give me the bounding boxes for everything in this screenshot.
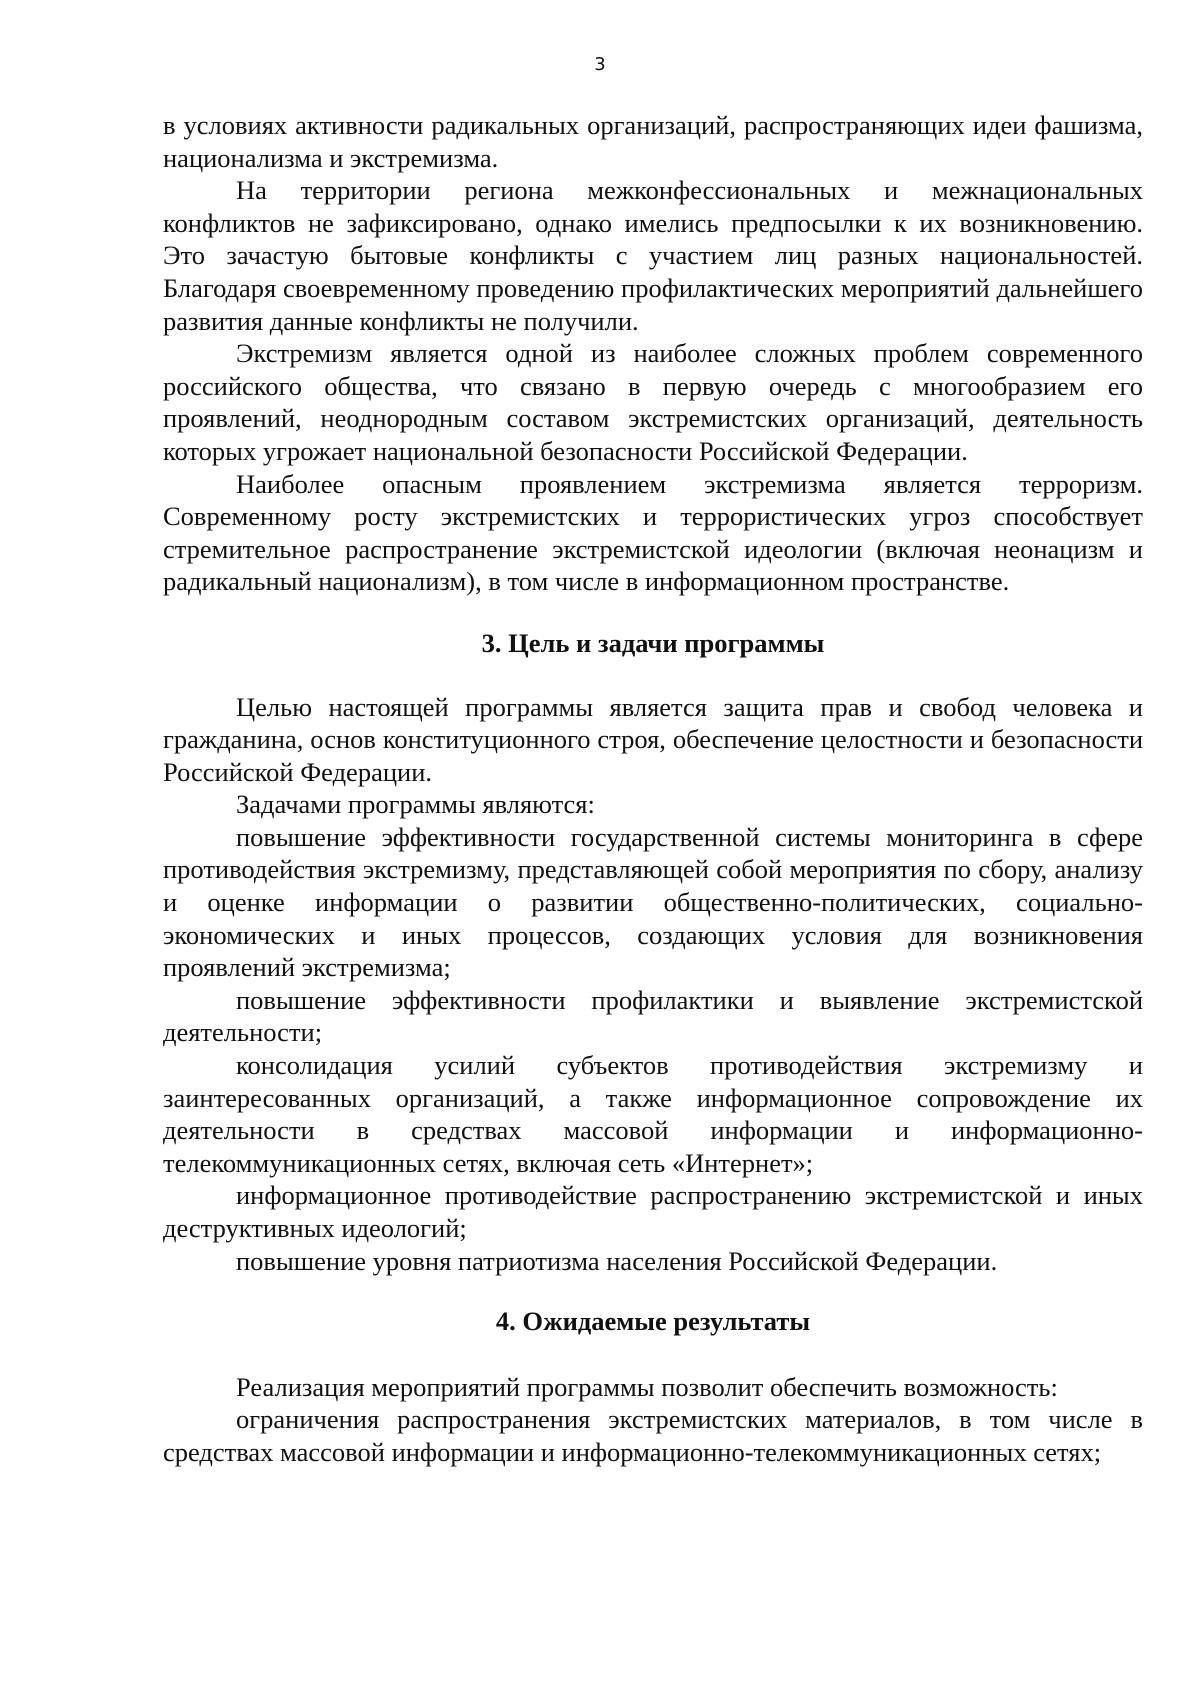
paragraph-continuation: в условиях активности радикальных организаций, распространяющих идеи фашизма, национализма и экстремизма. [163, 110, 1143, 173]
page-number: 3 [594, 54, 606, 75]
result-item-materials: ограничения распространения экстремистских материалов, в том числе в средствах массовой информации и информационно-телекоммуникационных сетях; [163, 1404, 1143, 1467]
paragraph-tasks-intro: Задачами программы являются: [236, 789, 595, 820]
task-item-prevention: повышение эффективности профилактики и выявление экстремистской деятельности; [163, 984, 1143, 1048]
task-item-counteraction: информационное противодействие распространению экстремистской и иных деструктивных идеологий; [163, 1180, 1143, 1243]
paragraph-extremism-problem: Экстремизм является одной из наиболее сложных проблем современного российского общества, что связано в первую очередь с многообразием его проявлений, неоднородным составом экстремистских организаций, деятельность которых угрожает национальной безопасности Российской Федерации. [163, 338, 1143, 466]
paragraph-results-intro: Реализация мероприятий программы позволит обеспечить возможность: [236, 1371, 1058, 1402]
task-item-monitoring: повышение эффективности государственной системы мониторинга в сфере противодействия экстремизму, представляющей собой мероприятия по сбору, анализу и оценке информации о развитии общественно-политических, социально-экономических и иных процессов, создающих условия для возникновения проявлений экстремизма; [163, 821, 1143, 983]
task-item-consolidation: консолидация усилий субъектов противодействия экстремизму и заинтересованных организаций, а также информационное сопровождение их деятельности в средствах массовой информации и информационно-телекоммуникационных сетях, включая сеть «Интернет»; [163, 1050, 1143, 1178]
section-4-heading: 4. Ожидаемые результаты [495, 1306, 811, 1337]
paragraph-program-goal: Целью настоящей программы является защита прав и свобод человека и гражданина, основ конституционного строя, обеспечение целостности и безопасности Российской Федерации. [163, 691, 1143, 787]
paragraph-conflicts: На территории региона межконфессиональных и межнациональных конфликтов не зафиксировано, однако имелись предпосылки к их возникновению. Это зачастую бытовые конфликты с участием лиц разных национальностей. Благодаря своевременному проведению профилактических мероприятий дальнейшего развития данные конфликты не получили. [163, 175, 1143, 336]
paragraph-terrorism: Наиболее опасным проявлением экстремизма является терроризм. Современному росту экстремистских и террористических угроз способствует стремительное распространение экстремистской идеологии (включая неонацизм и радикальный национализм), в том числе в информационном пространстве. [163, 468, 1143, 597]
document-body [163, 109, 1143, 1469]
section-3-heading: 3. Цель и задачи программы [481, 627, 825, 658]
task-item-patriotism: повышение уровня патриотизма населения Российской Федерации. [236, 1245, 998, 1276]
